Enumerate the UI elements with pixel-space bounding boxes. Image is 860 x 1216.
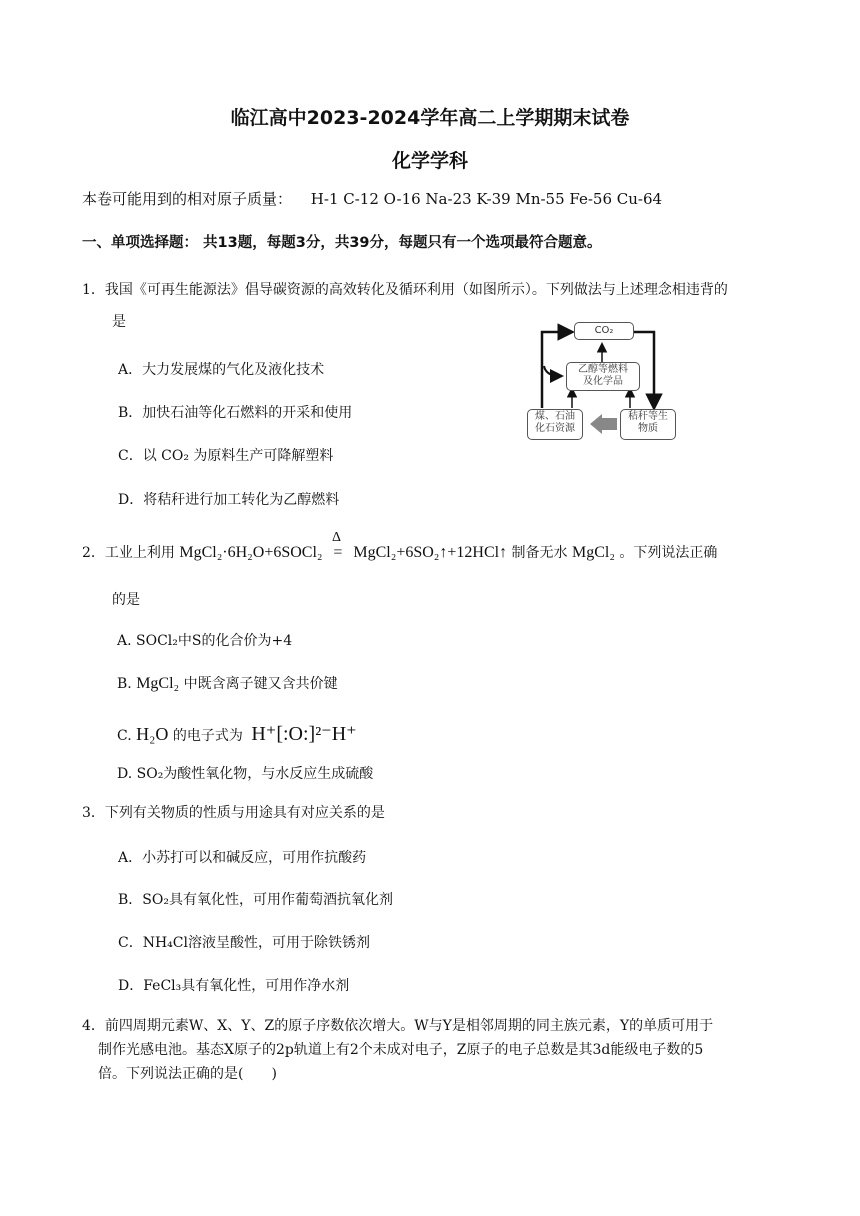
atomic-mass-values: H-1 C-12 O-16 Na-23 K-39 Mn-55 Fe-56 Cu-64 [310, 190, 663, 208]
q4-stem-line2: 制作光感电池。基态X原子的2p轨道上有2个未成对电子，Z原子的电子总数是其3d能级电子数的5 [98, 1042, 704, 1058]
carbon-cycle-diagram [520, 318, 690, 446]
q1-option-b[interactable]: B．加快石油等化石燃料的开采和使用 [118, 405, 353, 421]
q2-option-c-text: 的电子式为 [172, 728, 243, 744]
fossil-box [527, 409, 583, 440]
q2-products: MgCl₂+6SO₂↑+12HCl↑ [353, 544, 508, 561]
exam-title: 临江高中2023-2024学年高二上学期期末试卷 [230, 107, 630, 129]
q2-product-name: MgCl₂ [571, 544, 615, 561]
straw-label-1: 秸秆等生 [628, 411, 668, 422]
q2-tail: 。下列说法正确 [619, 545, 718, 561]
q1-option-c[interactable]: C．以 CO₂ 为原料生产可降解塑料 [118, 448, 334, 464]
q2-option-c-prefix: C. [117, 728, 132, 744]
q1-option-d[interactable]: D．将秸秆进行加工转化为乙醇燃料 [118, 492, 340, 508]
q1-stem-line1: 1．我国《可再生能源法》倡导碳资源的高效转化及循环利用（如图所示）。下列做法与上述理念相违背的 [82, 282, 728, 298]
atomic-mass-line [82, 188, 662, 210]
q2-equals-sign: Δ = [331, 530, 343, 561]
heat-symbol: Δ [331, 530, 341, 545]
q1-option-a[interactable]: A．大力发展煤的气化及液化技术 [118, 362, 325, 378]
q4-stem-line3: 倍。下列说法正确的是( ) [98, 1066, 277, 1082]
fossil-label-1: 煤、石油 [535, 411, 575, 422]
q3-option-a[interactable]: A．小苏打可以和碱反应，可用作抗酸药 [118, 850, 367, 866]
q1-stem-line2: 是 [112, 314, 126, 330]
q2-prefix: 2．工业上利用 [82, 545, 175, 561]
ethanol-label-1: 乙醇等燃料 [578, 364, 628, 375]
q2-option-d[interactable]: D. SO₂为酸性氧化物，与水反应生成硫酸 [117, 766, 374, 782]
q2-stem-line2: 的是 [112, 592, 140, 608]
q2-option-c-formula: H₂O [136, 724, 169, 744]
q2-option-c[interactable] [117, 721, 357, 746]
q3-stem: 3．下列有关物质的性质与用途具有对应关系的是 [82, 805, 385, 821]
q2-option-c-structure: H⁺[:O:]²⁻H⁺ [251, 723, 357, 745]
q2-option-b-prefix: B. [117, 676, 132, 692]
q2-stem-line1 [82, 530, 718, 563]
q2-option-b-formula: MgCl₂ [136, 675, 180, 692]
ethanol-label-2: 及化学品 [583, 376, 623, 387]
q3-option-d[interactable]: D．FeCl₃具有氧化性，可用作净水剂 [118, 978, 350, 994]
q2-option-b-text: 中既含离子键又含共价键 [183, 676, 338, 692]
ethanol-box [566, 362, 640, 391]
q4-stem-line1: 4．前四周期元素W、X、Y、Z的原子序数依次增大。W与Y是相邻周期的同主族元素，Y的单质可用于 [82, 1018, 714, 1034]
atomic-mass-label: 本卷可能用到的相对原子质量： [82, 190, 293, 208]
q2-option-a[interactable]: A. SOCl₂中S的化合价为+4 [117, 633, 293, 649]
fossil-label-2: 化石资源 [535, 423, 575, 434]
straw-box [620, 409, 676, 440]
straw-label-2: 物质 [638, 423, 658, 434]
subject-title: 化学学科 [391, 150, 468, 172]
q2-reactants: MgCl₂·6H₂O+6SOCl₂ [179, 544, 323, 561]
q3-option-b[interactable]: B．SO₂具有氧化性，可用作葡萄酒抗氧化剂 [118, 892, 393, 908]
section-heading: 一、单项选择题： 共13题，每题3分，共39分，每题只有一个选项最符合题意。 [82, 235, 602, 251]
q2-option-b[interactable] [117, 673, 338, 693]
q2-suffix: 制备无水 [511, 545, 568, 561]
co2-box: CO₂ [574, 322, 634, 340]
q3-option-c[interactable]: C．NH₄Cl溶液呈酸性，可用于除铁锈剂 [118, 935, 370, 951]
